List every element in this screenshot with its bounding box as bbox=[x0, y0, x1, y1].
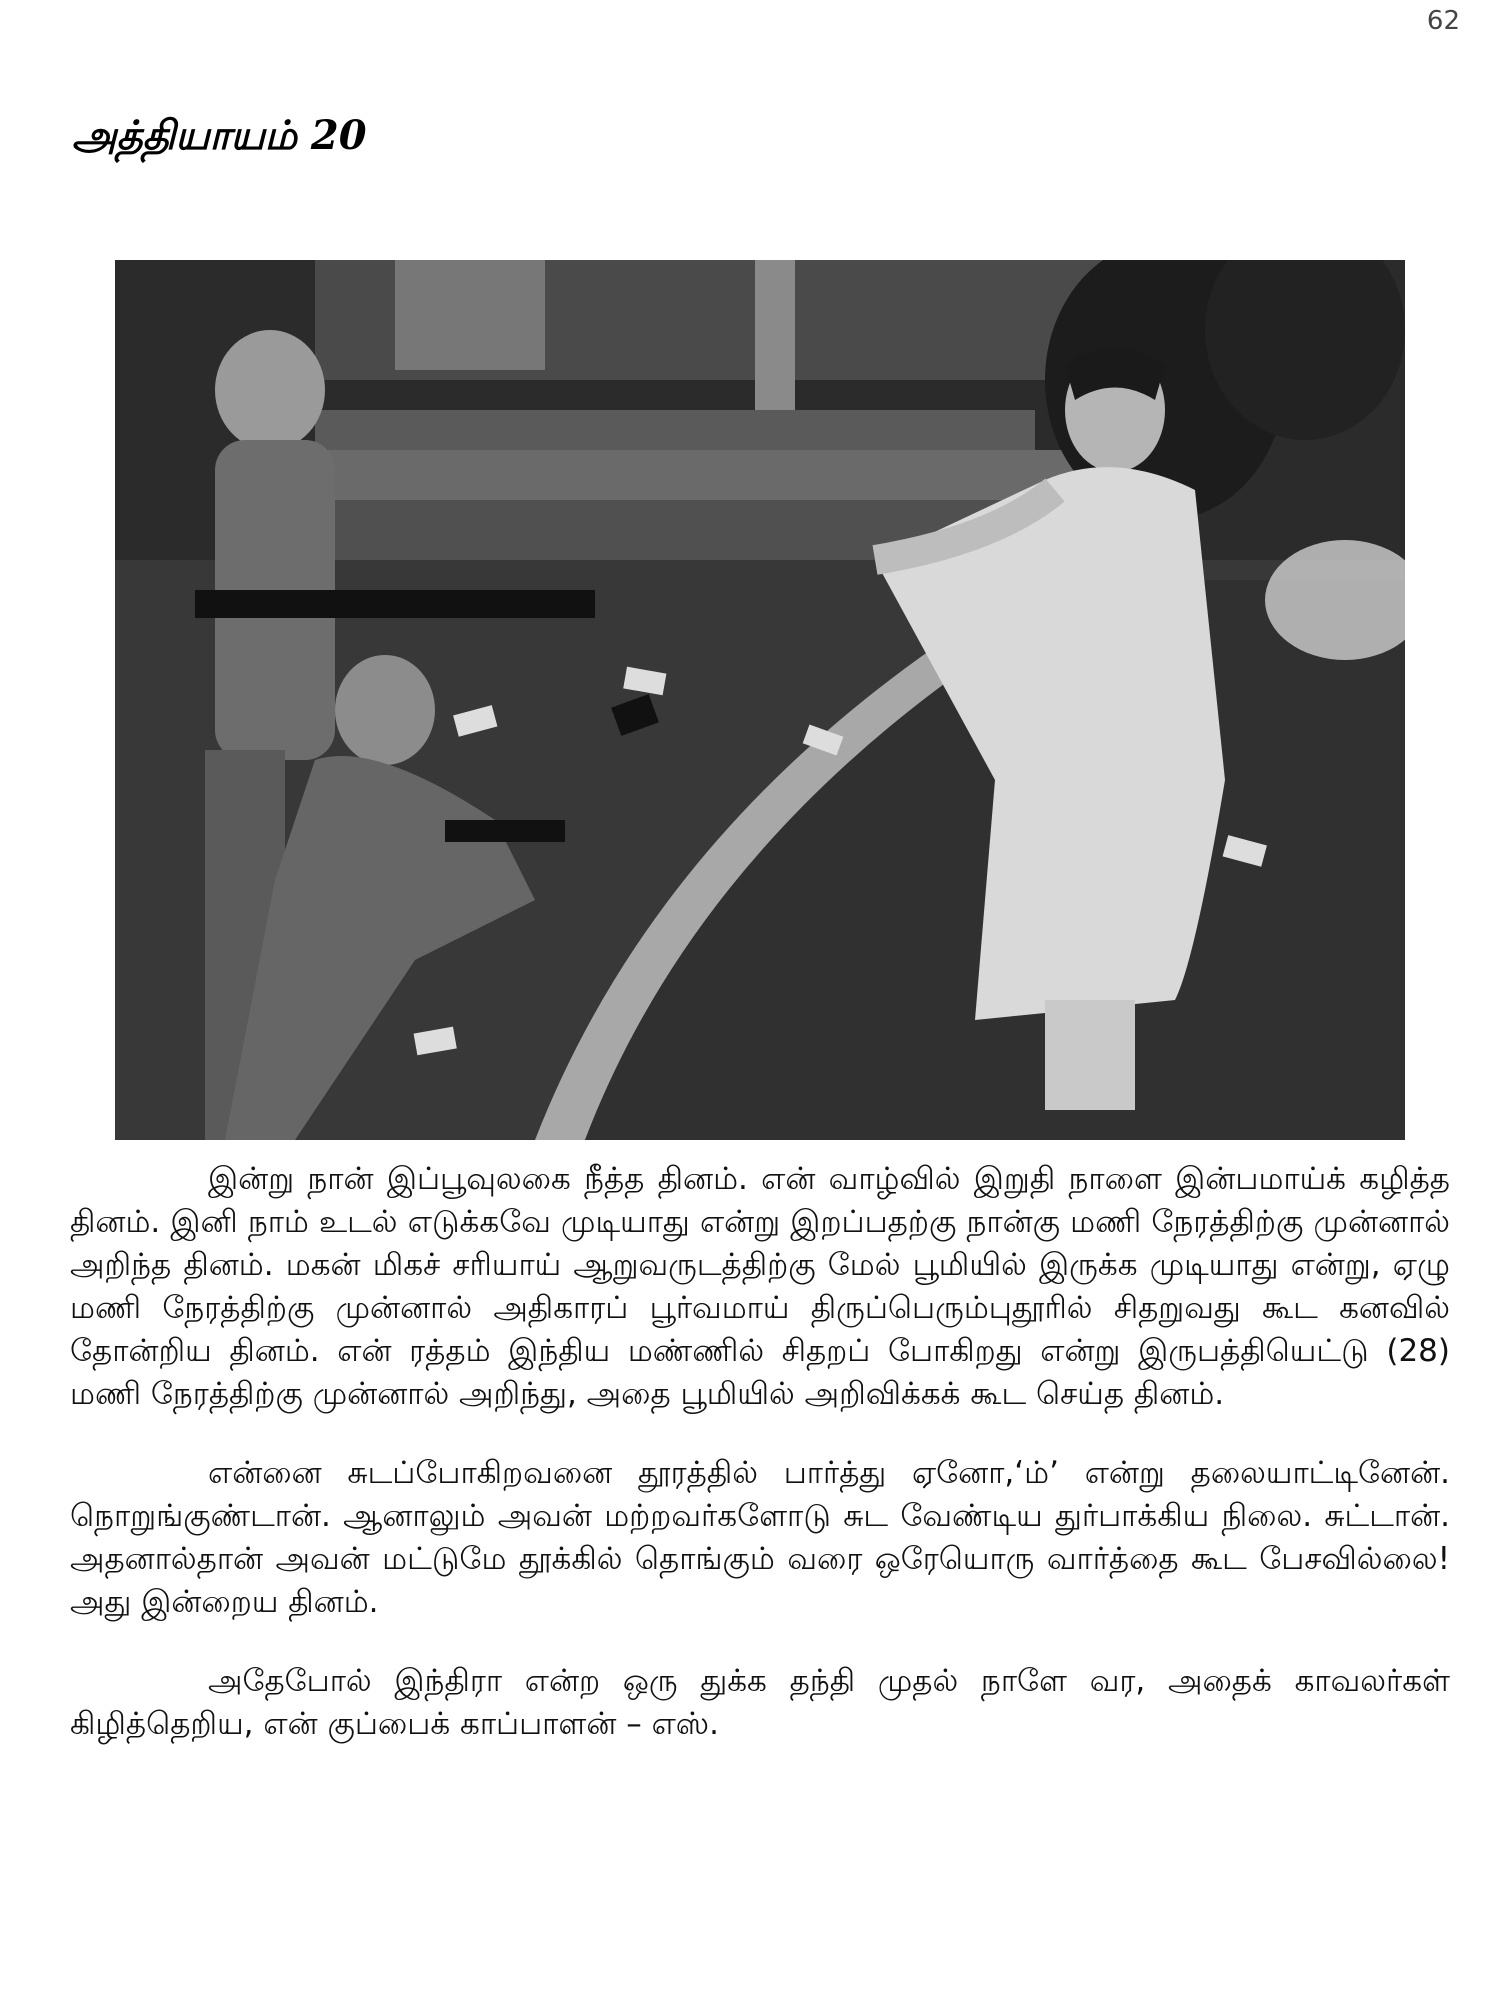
chapter-title: அத்தியாயம் 20 bbox=[72, 112, 367, 159]
chapter-body bbox=[70, 1158, 1450, 1782]
paragraph: அதேபோல் இந்திரா என்ற ஒரு துக்க தந்தி முதல் நாளே வர, அதைக் காவலர்கள் கிழித்தெறிய, என் குப்பைக் காப்பாளன் – எஸ். bbox=[70, 1663, 1450, 1742]
chapter-illustration bbox=[115, 260, 1405, 1140]
paragraph: என்னை சுடப்போகிறவனை தூரத்தில் பார்த்து ஏனோ,‘ம்’ என்று தலையாட்டினேன். நொறுங்குண்டான். ஆனாலும் அவன் மற்றவர்களோடு சுட வேண்டிய துர்பாக்கிய நிலை. சுட்டான். அதனால்தான் அவன் மட்டுமே தூக்கில் தொங்கும் வரை ஒரேயொரு வார்த்தை கூட பேசவில்லை! அது இன்றைய தினம். bbox=[70, 1455, 1451, 1620]
paragraph: இன்று நான் இப்பூவுலகை நீத்த தினம். என் வாழ்வில் இறுதி நாளை இன்பமாய்க் கழித்த தினம். இனி நாம் உடல் எடுக்கவே முடியாது என்று இறப்பதற்கு நான்கு மணி நேரத்திற்கு முன்னால் அறிந்த தினம். மகன் மிகச் சரியாய் ஆறுவருடத்திற்கு மேல் பூமியில் இருக்க முடியாது என்று, ஏழு மணி நேரத்திற்கு முன்னால் அதிகாரப் பூர்வமாய் திருப்பெரும்புதூரில் சிதறுவது கூட கனவில் தோன்றிய தினம். என் ரத்தம் இந்திய மண்ணில் சிதறப் போகிறது என்று இருபத்தியெட்டு (28) மணி நேரத்திற்கு முன்னால் அறிந்து, அதை பூமியில் அறிவிக்கக் கூட செய்த தினம். bbox=[70, 1161, 1450, 1412]
page-number: 62 bbox=[1426, 6, 1460, 36]
illustration-drawing bbox=[115, 260, 1405, 1140]
